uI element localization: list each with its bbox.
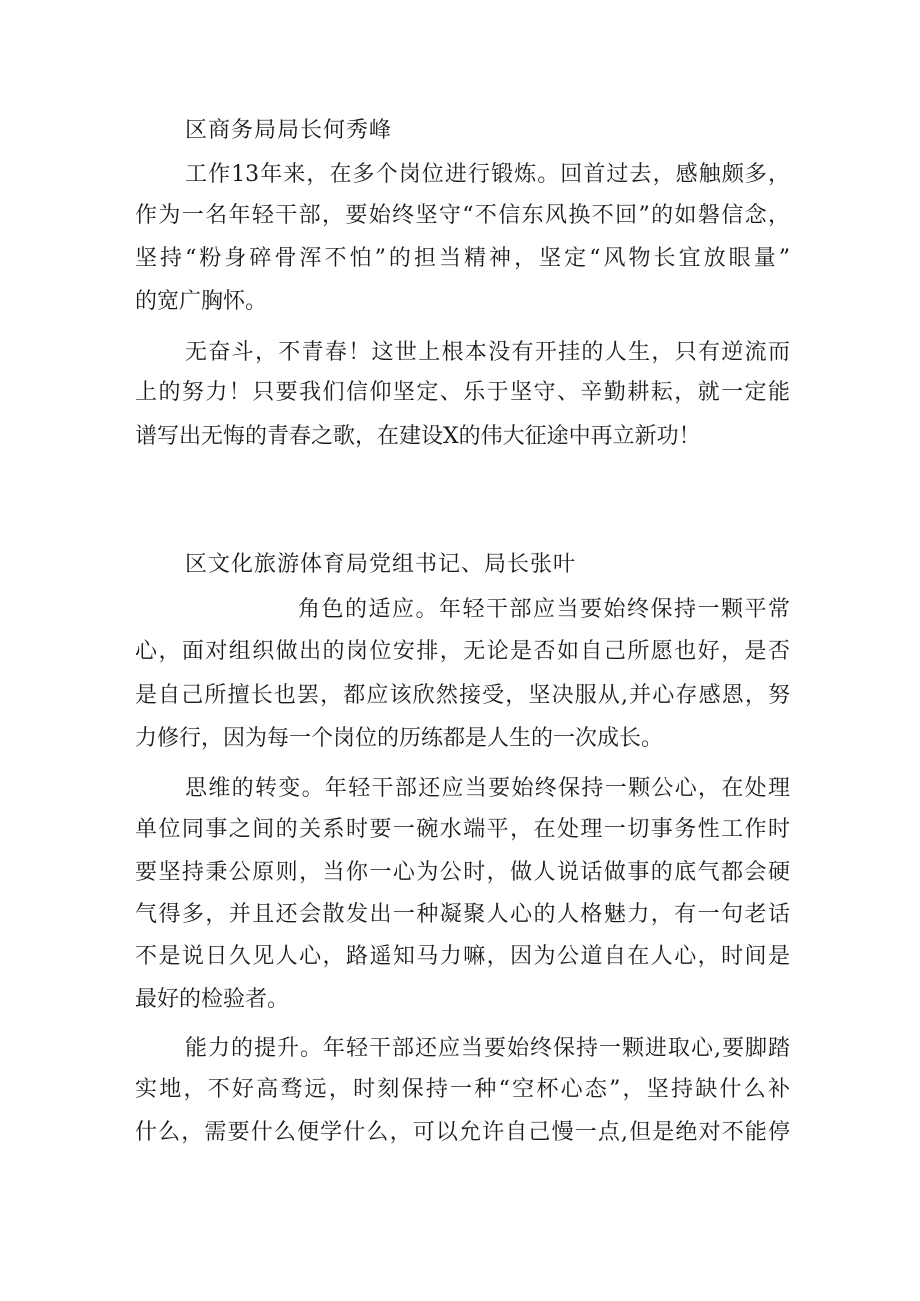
paragraph-line: 谱写出无悔的青春之歌，在建设X的伟大征途中再立新功！ bbox=[135, 424, 701, 449]
section-title-commerce: 区商务局局长何秀峰 bbox=[185, 118, 393, 143]
paragraph-line: 无奋斗，不青春！这世上根本没有开挂的人生，只有逆流而 bbox=[185, 340, 790, 365]
paragraph-line: 什么，需要什么便学什么，可以允许自己慢一点,但是绝对不能停 bbox=[135, 1120, 790, 1145]
paragraph-line: 不是说日久见人心，路遥知马力嘛，因为公道自在人心，时间是 bbox=[135, 944, 790, 969]
paragraph-line: 角色的适应。年轻干部应当要始终保持一颗平常 bbox=[298, 597, 790, 622]
paragraph-line: 要坚持秉公原则，当你一心为公时，做人说话做事的底气都会硬 bbox=[135, 860, 790, 885]
paragraph-line: 力修行，因为每一个岗位的历练都是人生的一次成长。 bbox=[135, 726, 664, 751]
paragraph-line: 最好的检验者。 bbox=[135, 987, 290, 1012]
paragraph-line: 思维的转变。年轻干部还应当要始终保持一颗公心，在处理 bbox=[185, 776, 790, 801]
paragraph-line: 上的努力！只要我们信仰坚定、乐于坚守、辛勤耕耘，就一定能 bbox=[135, 380, 790, 405]
paragraph-line: 的宽广胸怀。 bbox=[135, 289, 268, 314]
paragraph-line: 是自己所擅长也罢，都应该欣然接受，坚决服从,并心存感恩，努 bbox=[135, 683, 790, 708]
paragraph-line: 工作13年来，在多个岗位进行锻炼。回首过去，感触颇多， bbox=[185, 162, 790, 187]
paragraph-line: 实地，不好高骛远，时刻保持一种“空杯心态”，坚持缺什么补 bbox=[135, 1077, 790, 1102]
paragraph-line: 单位同事之间的关系时要一碗水端平，在处理一切事务性工作时 bbox=[135, 817, 790, 842]
paragraph-line: 坚持“粉身碎骨浑不怕”的担当精神，坚定“风物长宜放眼量” bbox=[135, 246, 790, 271]
paragraph-line: 作为一名年轻干部，要始终坚守“不信东风换不回”的如磐信念， bbox=[135, 203, 790, 228]
paragraph-line: 气得多，并且还会散发出一种凝聚人心的人格魅力，有一句老话 bbox=[135, 902, 790, 927]
section-title-culture-tourism: 区文化旅游体育局党组书记、局长张叶 bbox=[185, 552, 577, 577]
paragraph-line: 能力的提升。年轻干部还应当要始终保持一颗进取心,要脚踏 bbox=[185, 1036, 790, 1061]
paragraph-line: 心，面对组织做出的岗位安排，无论是否如自己所愿也好，是否 bbox=[135, 639, 790, 664]
